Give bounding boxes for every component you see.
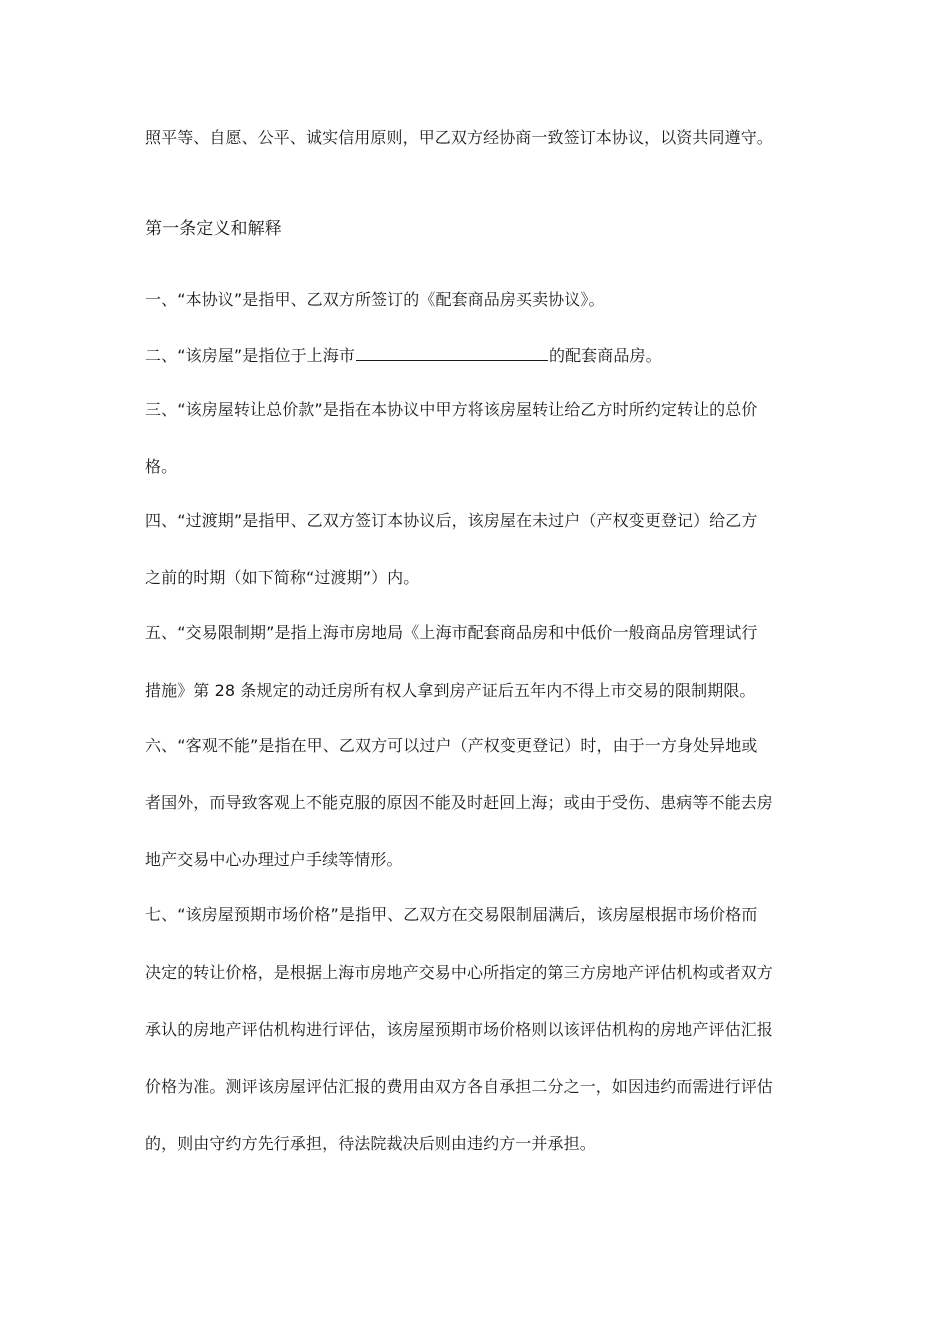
definition-item-6-line-1: 六、“客观不能”是指在甲、乙双方可以过户（产权变更登记）时，由于一方身处异地或	[145, 736, 758, 755]
definition-item-7-line-2: 决定的转让价格，是根据上海市房地产交易中心所指定的第三方房地产评估机构或者双方	[145, 963, 773, 982]
definition-item-4-line-2: 之前的时期（如下简称“过渡期”）内。	[145, 568, 420, 587]
definition-item-5-line-2: 措施》第 28 条规定的动迁房所有权人拿到房产证后五年内不得上市交易的限制期限。	[145, 681, 756, 700]
definition-item-2	[145, 344, 807, 367]
definition-item-7-line-3: 承认的房地产评估机构进行评估，该房屋预期市场价格则以该评估机构的房地产评估汇报	[145, 1020, 773, 1039]
definition-item-5-line-1: 五、“交易限制期”是指上海市房地局《上海市配套商品房和中低价一般商品房管理试行	[145, 623, 758, 642]
address-blank-field	[356, 344, 548, 361]
definition-item-1: 一、“本协议”是指甲、乙双方所签订的《配套商品房买卖协议》。	[145, 290, 605, 309]
definition-item-7-line-5: 的，则由守约方先行承担，待法院裁决后则由违约方一并承担。	[145, 1134, 596, 1153]
definition-item-4-line-1: 四、“过渡期”是指甲、乙双方签订本协议后，该房屋在未过户（产权变更登记）给乙方	[145, 511, 758, 530]
definition-item-6-line-3: 地产交易中心办理过户手续等情形。	[145, 850, 403, 869]
definition-item-2-before: 二、“该房屋”是指位于上海市	[145, 346, 355, 365]
section-title: 第一条定义和解释	[145, 219, 282, 239]
definition-item-2-after: 的配套商品房。	[548, 346, 662, 365]
definition-item-7-line-4: 价格为准。测评该房屋评估汇报的费用由双方各自承担二分之一，如因违约而需进行评估	[145, 1077, 773, 1096]
definition-item-3-line-2: 格。	[145, 457, 178, 476]
definition-item-3-line-1: 三、“该房屋转让总价款”是指在本协议中甲方将该房屋转让给乙方时所约定转让的总价	[145, 400, 758, 419]
definition-item-7-line-1: 七、“该房屋预期市场价格”是指甲、乙双方在交易限制届满后，该房屋根据市场价格而	[145, 905, 758, 924]
definition-item-6-line-2: 者国外，而导致客观上不能克服的原因不能及时赶回上海；或由于受伤、患病等不能去房	[145, 793, 773, 812]
intro-paragraph-tail: 照平等、自愿、公平、诚实信用原则，甲乙双方经协商一致签订本协议，以资共同遵守。	[145, 128, 773, 147]
